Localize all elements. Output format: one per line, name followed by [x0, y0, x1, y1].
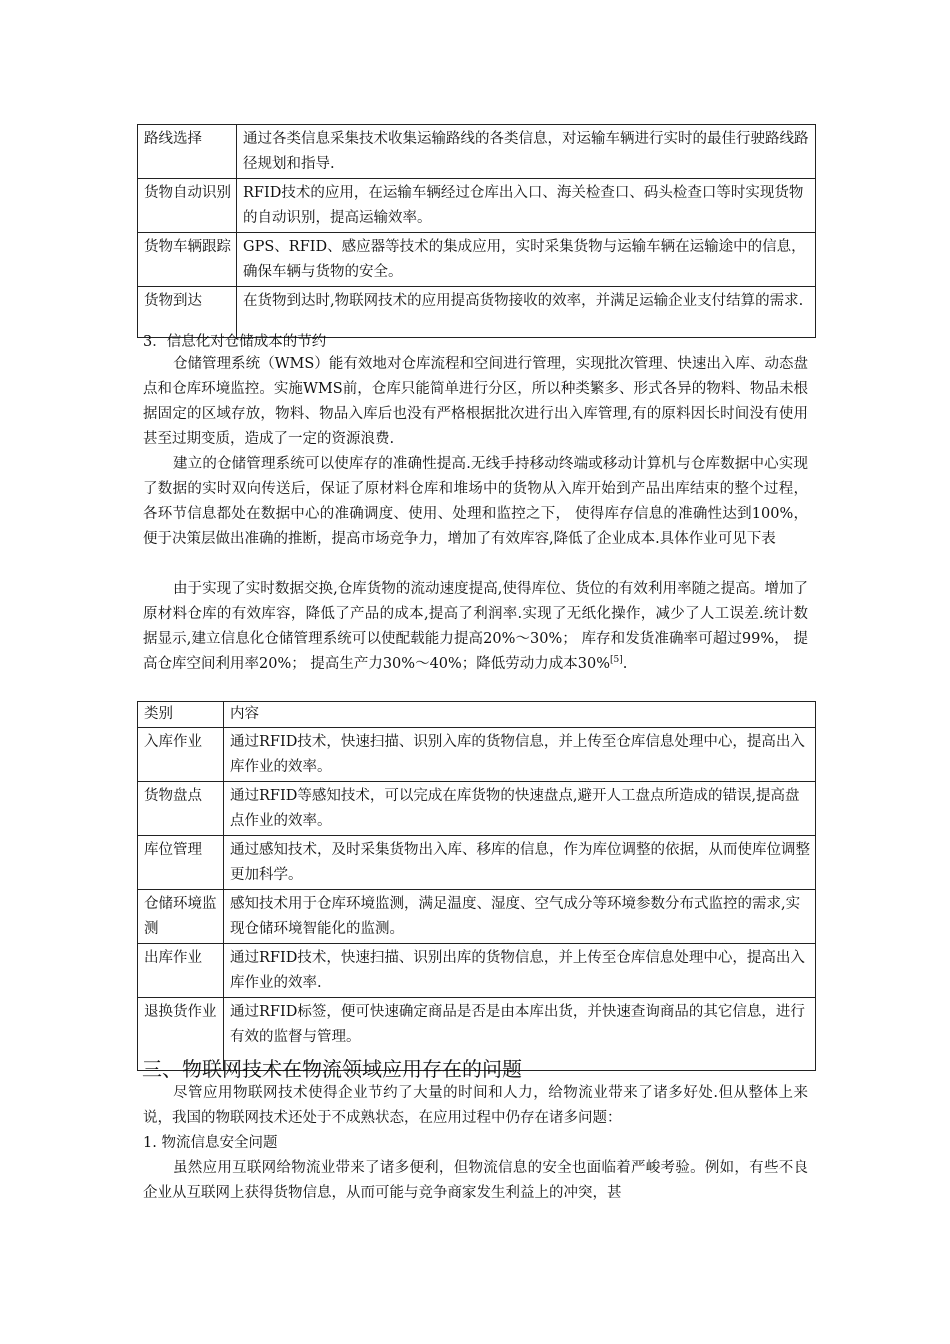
- row-content: 通过感知技术，及时采集货物出入库、移库的信息，作为库位调整的依据，从而使库位调整更加科学。: [224, 836, 816, 890]
- table-row: [138, 782, 816, 836]
- row-label: 入库作业: [138, 728, 224, 782]
- paragraph: 尽管应用物联网技术使得企业节约了大量的时间和人力，给物流业带来了诸多好处.但从整体上来说，我国的物联网技术还处于不成熟状态，在应用过程中仍存在诸多问题：: [143, 1085, 808, 1126]
- chapter-heading: 三、物联网技术在物流领域应用存在的问题: [142, 1057, 522, 1081]
- paragraph: 虽然应用互联网给物流业带来了诸多便利，但物流信息的安全也面临着严峻考验。例如，有些不良企业从互联网上获得货物信息，从而可能与竞争商家发生利益上的冲突，甚: [143, 1160, 808, 1201]
- table-row: [138, 890, 816, 944]
- row-content: 在货物到达时,物联网技术的应用提高货物接收的效率，并满足运输企业支付结算的需求.: [237, 287, 816, 338]
- row-content: 通过RFID等感知技术，可以完成在库货物的快速盘点,避开人工盘点所造成的错误,提高盘点作业的效率。: [224, 782, 816, 836]
- row-label: 退换货作业: [138, 998, 224, 1071]
- row-label: 出库作业: [138, 944, 224, 998]
- row-content: RFID技术的应用，在运输车辆经过仓库出入口、海关检查口、码头检查口等时实现货物的自动识别，提高运输效率。: [237, 179, 816, 233]
- paragraph: 仓储管理系统（WMS）能有效地对仓库流程和空间进行管理，实现批次管理、快速出入库、动态盘点和仓库环境监控。实施WMS前，仓库只能简单进行分区，所以种类繁多、形式各异的物料、物品未根据固定的区域存放，物料、物品入库后也没有严格根据批次进行出入库管理,有的原料因长时间没有使用甚至过期变质，造成了一定的资源浪费.: [143, 356, 808, 447]
- table-row: [138, 836, 816, 890]
- table-row: [138, 179, 816, 233]
- table-row: [138, 944, 816, 998]
- table-row: [138, 728, 816, 782]
- row-content: 通过RFID技术，快速扫描、识别入库的货物信息，并上传至仓库信息处理中心，提高出入库作业的效率。: [224, 728, 816, 782]
- row-label: 货物车辆跟踪: [138, 233, 237, 287]
- row-label: 货物盘点: [138, 782, 224, 836]
- paragraph-text: 由于实现了实时数据交换,仓库货物的流动速度提高,使得库位、货位的有效利用率随之提高。增加了原材料仓库的有效库容，降低了产品的成本,提高了利润率.实现了无纸化操作，减少了人工误差.统计数据显示,建立信息化仓储管理系统可以使配载能力提高20%～30%； 库存和发货准确率可超过99%， 提高仓库空间利用率20%； 提高生产力30%～40%；降低劳动力成本30%: [143, 581, 808, 672]
- section-heading: 3．信息化对仓储成本的节约: [143, 334, 327, 350]
- row-label: 货物到达: [138, 287, 237, 338]
- table-header-row: [138, 702, 816, 728]
- row-content: GPS、RFID、感应器等技术的集成应用，实时采集货物与运输车辆在运输途中的信息，确保车辆与货物的安全。: [237, 233, 816, 287]
- table-row: [138, 233, 816, 287]
- warehouse-table: [137, 701, 816, 1071]
- paragraph: 建立的仓储管理系统可以使库存的准确性提高.无线手持移动终端或移动计算机与仓库数据中心实现了数据的实时双向传送后，保证了原材料仓库和堆场中的货物从入库开始到产品出库结束的整个过程，各环节信息都处在数据中心的准确调度、使用、处理和监控之下， 使得库存信息的准确性达到100%，便于决策层做出准确的推断，提高市场竞争力，增加了有效库容,降低了企业成本.具体作业可见下表: [143, 456, 808, 547]
- row-label: 库位管理: [138, 836, 224, 890]
- paragraph: [143, 577, 808, 677]
- row-content: 通过RFID技术，快速扫描、识别出库的货物信息，并上传至仓库信息处理中心，提高出入库作业的效率.: [224, 944, 816, 998]
- row-label: 货物自动识别: [138, 179, 237, 233]
- subsection-heading: 1. 物流信息安全问题: [143, 1135, 278, 1151]
- table-row: [138, 125, 816, 179]
- header-content: 内容: [224, 702, 816, 728]
- row-content: 感知技术用于仓库环境监测，满足温度、湿度、空气成分等环境参数分布式监控的需求,实现仓储环境智能化的监测。: [224, 890, 816, 944]
- row-label: 路线选择: [138, 125, 237, 179]
- header-label: 类别: [138, 702, 224, 728]
- paragraph-end: .: [622, 656, 628, 672]
- transport-table: [137, 124, 816, 338]
- row-label: 仓储环境监测: [138, 890, 224, 944]
- row-content: 通过RFID标签，便可快速确定商品是否是由本库出货，并快速查询商品的其它信息，进行有效的监督与管理。: [224, 998, 816, 1071]
- row-content: 通过各类信息采集技术收集运输路线的各类信息，对运输车辆进行实时的最佳行驶路线路径规划和指导.: [237, 125, 816, 179]
- citation-ref: [5]: [610, 655, 623, 665]
